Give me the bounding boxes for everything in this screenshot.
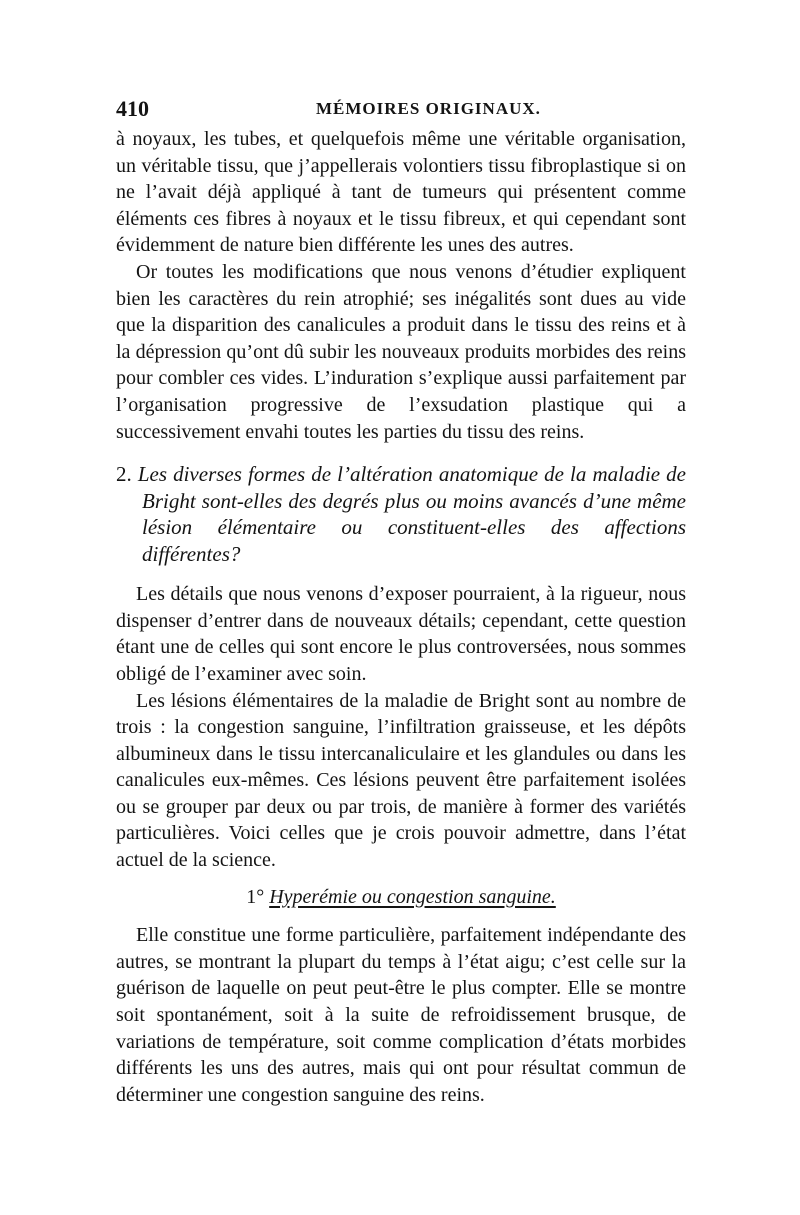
body-text xyxy=(116,126,686,1108)
paragraph-continuation: à noyaux, les tubes, et quelquefois même une véritable organisation, un véritable tissu, que j’appellerais volontiers tissu fibroplastique si on ne l’avait déjà appliqué à tant de tumeurs qui présentent comme éléments ces fibres à noyaux et le tissu fibreux, et qui cependant sont évidemment de nature bien différente les unes des autres. xyxy=(116,128,686,257)
section-number: 2. xyxy=(116,462,132,487)
page-header xyxy=(116,96,686,126)
subheading-number: 1° xyxy=(246,885,265,908)
page-number: 410 xyxy=(116,96,149,121)
paragraph-atrophied-kidney: Or toutes les modifications que nous venons d’étudier expliquent bien les caractères du rein atrophié; ses inégalités sont dues au vide que la disparition des canalicules a produit dans le tissu des reins et à la dépression qu’ont dû subir les nouveaux produits morbides des reins pour combler ces vides. L’induration s’explique aussi parfaitement par l’organisation progressive de l’exsudation plastique qui a successivement envahi toutes les parties du tissu des reins. xyxy=(116,260,686,443)
paragraph-details: Les détails que nous venons d’exposer pourraient, à la rigueur, nous dispenser d’entrer dans de nouveaux détails; cependant, cette question étant une de celles qui sont encore le plus controversées, nous sommes obligé de l’examiner avec soin. xyxy=(116,583,686,685)
section-heading xyxy=(116,461,686,567)
subheading xyxy=(116,884,686,911)
section-heading-text: Les diverses formes de l’altération anatomique de la maladie de Bright sont-elles des degrés plus ou moins avancés d’une même lésion élémentaire ou constituent-elles des affections différentes? xyxy=(137,462,687,566)
paragraph-elementary-lesions: Les lésions élémentaires de la maladie de Bright sont au nombre de trois : la congestion sanguine, l’infiltration graisseuse, et les dépôts albumineux dans le tissu intercanaliculaire et les glandules ou dans les canalicules eux-mêmes. Ces lésions peuvent être parfaitement isolées ou se grouper par deux ou par trois, de manière à former des variétés particulières. Voici celles que je crois pouvoir admettre, dans l’état actuel de la science. xyxy=(116,689,686,872)
subheading-text: Hyperémie ou congestion sanguine. xyxy=(269,885,556,908)
running-title: MÉMOIRES ORIGINAUX. xyxy=(316,99,541,118)
paragraph-congestion: Elle constitue une forme particulière, parfaitement indépendante des autres, se montrant la plupart du temps à l’état aigu; c’est celle sur la guérison de laquelle on peut peut-être le plus compter. Elle se montre soit spontanément, soit à la suite de refroidissement brusque, de variations de température, soit comme complication d’états morbides différents les uns des autres, mais qui ont pour résultat commun de déterminer une congestion sanguine des reins. xyxy=(116,924,686,1106)
